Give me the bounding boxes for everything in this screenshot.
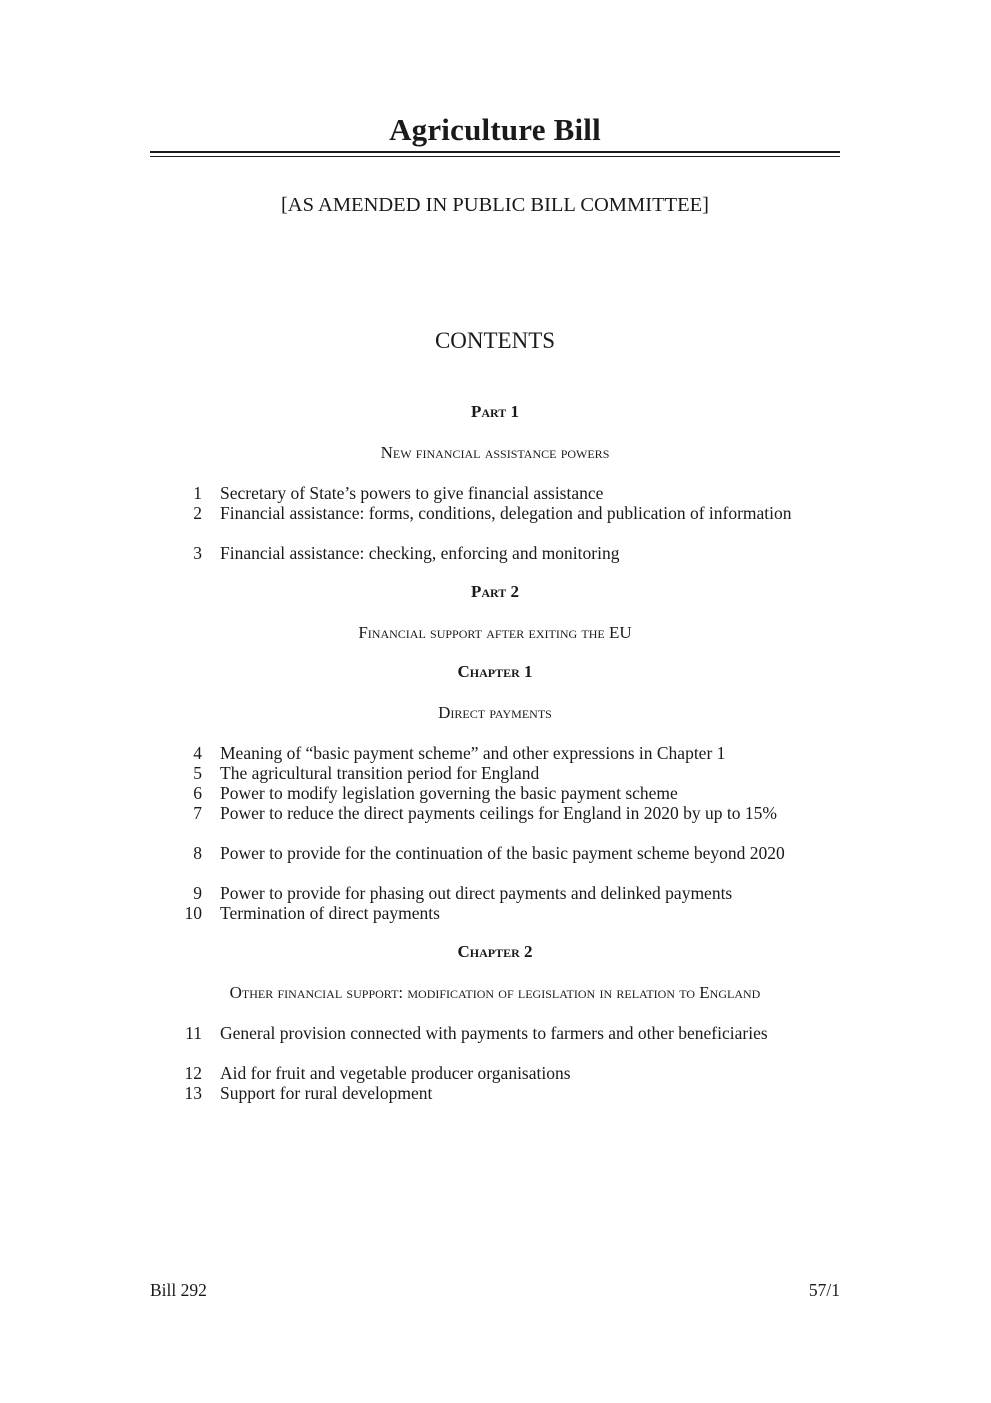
part-2-heading: Part 2 [470, 582, 520, 601]
entry-number: 10 [184, 903, 202, 923]
entry-number: 2 [193, 503, 202, 523]
entry-number: 4 [193, 743, 202, 763]
page-reference: 57/1 [808, 1280, 840, 1300]
entry-text: Financial assistance: forms, conditions, delegation and publication of information [220, 503, 792, 523]
bill-number: Bill 292 [150, 1280, 207, 1300]
entry-number: 12 [184, 1063, 202, 1083]
entry-text: Power to provide for the continuation of the basic payment scheme beyond 2020 [220, 843, 785, 863]
entry-number: 5 [193, 763, 202, 783]
chapter-1-heading: Chapter 1 [457, 662, 533, 681]
chapter-1-title: Direct payments [438, 703, 552, 722]
entry-number: 13 [184, 1083, 202, 1103]
part-2-title: Financial support after exiting the EU [358, 623, 632, 642]
entry-text: Power to provide for phasing out direct payments and delinked payments [220, 883, 733, 903]
entry-number: 6 [193, 783, 202, 803]
entry-text: Power to reduce the direct payments ceilings for England in 2020 by up to 15% [220, 803, 777, 823]
entry-number: 11 [185, 1023, 202, 1043]
entry-text: Support for rural development [220, 1083, 433, 1103]
part-1-heading: Part 1 [470, 402, 520, 421]
entry-number: 9 [193, 883, 202, 903]
title-rule-thick [150, 151, 840, 153]
entry-text: Financial assistance: checking, enforcing and monitoring [220, 543, 620, 563]
entry-text: Power to modify legislation governing the basic payment scheme [220, 783, 678, 803]
part-1-title: New financial assistance powers [380, 443, 610, 462]
entry-text: Meaning of “basic payment scheme” and other expressions in Chapter 1 [220, 743, 726, 763]
entry-text: Secretary of State’s powers to give financial assistance [220, 483, 604, 503]
title-rule-thin [150, 156, 840, 157]
document-title: Agriculture Bill [389, 112, 601, 147]
entry-text: General provision connected with payments to farmers and other beneficiaries [220, 1023, 768, 1043]
entry-number: 3 [193, 543, 202, 563]
document-subtitle: [AS AMENDED IN PUBLIC BILL COMMITTEE] [280, 194, 709, 216]
contents-heading: CONTENTS [434, 328, 556, 353]
entry-number: 1 [193, 483, 202, 503]
entry-number: 8 [193, 843, 202, 863]
entry-text: Aid for fruit and vegetable producer organisations [220, 1063, 571, 1083]
entry-number: 7 [193, 803, 202, 823]
entry-text: Termination of direct payments [220, 903, 440, 923]
chapter-2-heading: Chapter 2 [457, 942, 533, 961]
chapter-2-title: Other financial support: modification of legislation in relation to England [229, 983, 761, 1002]
entry-text: The agricultural transition period for England [220, 763, 540, 783]
